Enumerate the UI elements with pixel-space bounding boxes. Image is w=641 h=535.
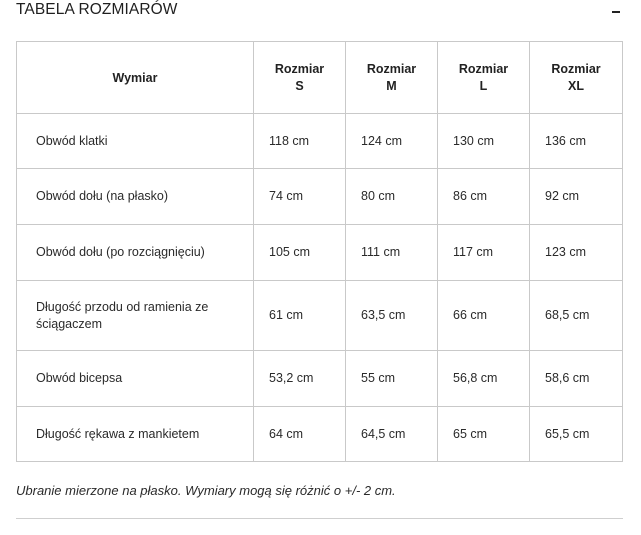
size-value: 68,5 cm — [530, 281, 623, 351]
size-value: 65 cm — [438, 407, 530, 462]
size-word: Rozmiar — [458, 62, 509, 76]
size-value: 123 cm — [530, 225, 623, 281]
size-value: 56,8 cm — [438, 351, 530, 407]
measurement-name: Obwód bicepsa — [17, 351, 254, 407]
size-value: 117 cm — [438, 225, 530, 281]
column-header-size-l — [438, 42, 530, 114]
size-value: 55 cm — [346, 351, 438, 407]
size-value: 61 cm — [254, 281, 346, 351]
measurement-name: Długość przodu od ramienia ze ściągaczem — [17, 281, 254, 351]
size-value: 74 cm — [254, 169, 346, 225]
table-row — [17, 281, 623, 351]
size-code: S — [295, 79, 304, 93]
size-value: 63,5 cm — [346, 281, 438, 351]
divider — [16, 518, 623, 519]
size-chart-header[interactable] — [16, 0, 624, 24]
table-row — [17, 114, 623, 169]
size-value: 111 cm — [346, 225, 438, 281]
measurement-name: Obwód dołu (po rozciągnięciu) — [17, 225, 254, 281]
size-value: 130 cm — [438, 114, 530, 169]
table-row — [17, 407, 623, 462]
size-value: 64 cm — [254, 407, 346, 462]
column-header-size-s — [254, 42, 346, 114]
size-code: L — [479, 79, 488, 93]
measurement-name: Długość rękawa z mankietem — [17, 407, 254, 462]
size-code: M — [386, 79, 397, 93]
column-header-measurement: Wymiar — [17, 42, 254, 114]
size-value: 80 cm — [346, 169, 438, 225]
size-value: 136 cm — [530, 114, 623, 169]
size-value: 124 cm — [346, 114, 438, 169]
table-row — [17, 169, 623, 225]
size-word: Rozmiar — [366, 62, 417, 76]
measurement-name: Obwód klatki — [17, 114, 254, 169]
size-value: 86 cm — [438, 169, 530, 225]
column-header-size-m — [346, 42, 438, 114]
size-value: 92 cm — [530, 169, 623, 225]
table-header-row — [17, 42, 623, 114]
size-value: 66 cm — [438, 281, 530, 351]
size-value: 58,6 cm — [530, 351, 623, 407]
size-value: 105 cm — [254, 225, 346, 281]
size-value: 65,5 cm — [530, 407, 623, 462]
size-value: 53,2 cm — [254, 351, 346, 407]
size-word: Rozmiar — [274, 62, 325, 76]
size-value: 118 cm — [254, 114, 346, 169]
measurement-footnote: Ubranie mierzone na płasko. Wymiary mogą się różnić o +/- 2 cm. — [16, 483, 396, 498]
size-chart-title: TABELA ROZMIARÓW — [16, 1, 178, 18]
column-header-size-xl — [530, 42, 623, 114]
table-row — [17, 225, 623, 281]
size-word: Rozmiar — [551, 62, 601, 76]
size-value: 64,5 cm — [346, 407, 438, 462]
measurement-name: Obwód dołu (na płasko) — [17, 169, 254, 225]
minus-icon[interactable] — [609, 4, 623, 18]
size-code: XL — [568, 79, 584, 93]
size-table — [16, 41, 623, 462]
table-row — [17, 351, 623, 407]
